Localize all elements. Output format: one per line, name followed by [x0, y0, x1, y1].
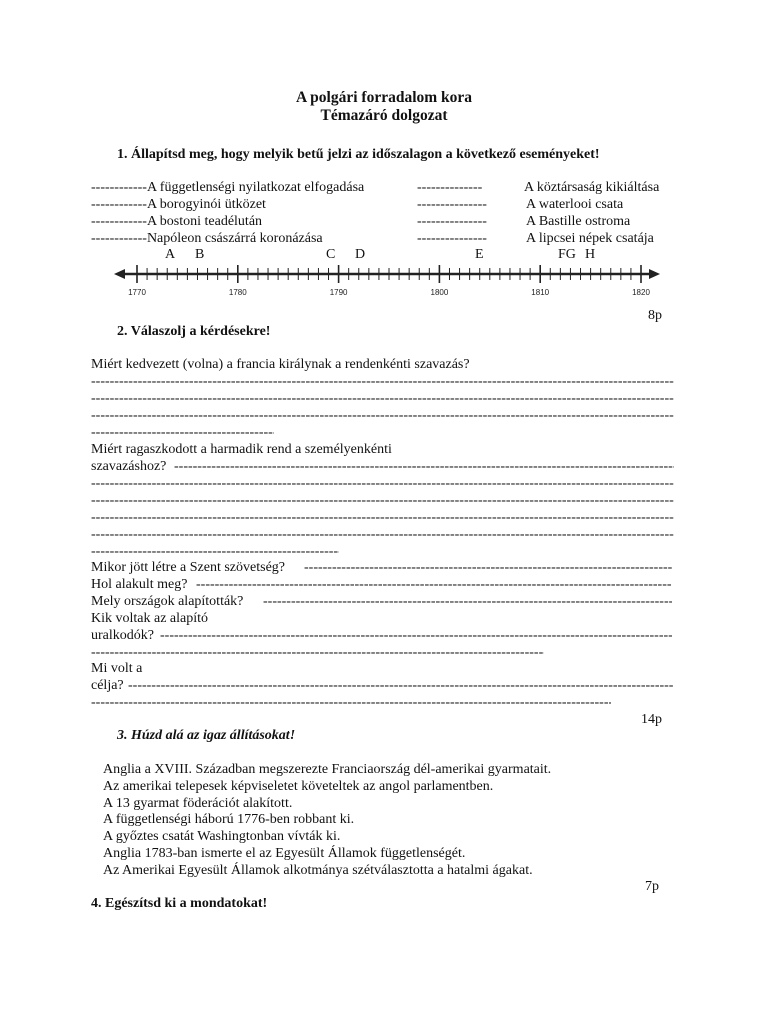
q2-question-4: Hol alakult meg?	[91, 577, 188, 592]
q2-question-2: Miért ragaszkodott a harmadik rend a személyenkénti	[91, 442, 392, 457]
q1-points: 8p	[648, 308, 662, 323]
q1-answer-blank[interactable]: ---------------	[417, 214, 487, 229]
answer-line[interactable]	[91, 644, 544, 661]
q2-question-5: Mely országok alapították?	[91, 594, 244, 609]
timeline-letter-a: A	[165, 247, 176, 262]
q3-statement[interactable]: A győztes csatát Washingtonban vívták ki.	[103, 829, 341, 844]
q1-answer-blank[interactable]: ---------------	[417, 197, 487, 212]
timeline-year-label: 1800	[430, 288, 449, 297]
answer-line[interactable]	[91, 492, 674, 509]
q3-statement[interactable]: A függetlenségi háború 1776-ben robbant ki.	[103, 812, 355, 827]
timeline-year-label: 1790	[329, 288, 348, 297]
timeline-letter-b: B	[195, 247, 205, 262]
answer-line[interactable]	[91, 694, 611, 711]
q3-statement[interactable]: Az Amerikai Egyesült Államok alkotmánya szétválasztotta a hatalmi ágakat.	[103, 863, 533, 878]
answer-line[interactable]	[174, 458, 674, 475]
question-4-heading: 4. Egészítsd ki a mondatokat!	[91, 896, 268, 911]
q2-question-3: Mikor jött létre a Szent szövetség?	[91, 560, 285, 575]
q1-left-item: ------------A bostoni teadélután	[91, 214, 263, 229]
timeline-letter-h: H	[585, 247, 596, 262]
answer-line[interactable]	[263, 593, 672, 610]
timeline-year-label: 1810	[531, 288, 550, 297]
q1-right-item: A lipcsei népek csatája	[526, 231, 654, 246]
answer-line[interactable]	[91, 543, 339, 560]
page-subtitle: Témazáró dolgozat	[320, 107, 448, 124]
q1-left-item: ------------A függetlenségi nyilatkozat elfogadása	[91, 180, 365, 195]
timeline-letter-e: E	[475, 247, 484, 262]
q3-statement[interactable]: Az amerikai telepesek képviseletet követeltek az angol parlamentben.	[103, 779, 494, 794]
q2-question-7: Mi volt a	[91, 661, 143, 676]
answer-line[interactable]	[160, 627, 672, 644]
question-1-heading: 1. Állapítsd meg, hogy melyik betű jelzi az időszalagon a következő eseményeket!	[117, 147, 600, 162]
answer-line[interactable]	[91, 509, 674, 526]
answer-line[interactable]	[91, 475, 674, 492]
q1-answer-blank[interactable]: --------------	[417, 180, 483, 195]
page-title: A polgári forradalom kora	[295, 89, 473, 106]
timeline-year-label: 1820	[632, 288, 650, 297]
timeline-right-arrow	[649, 269, 660, 279]
q2-points: 14p	[641, 712, 662, 727]
q1-right-item: A Bastille ostroma	[526, 214, 631, 229]
answer-line[interactable]	[91, 407, 674, 424]
answer-line[interactable]	[196, 576, 672, 593]
q1-left-item: ------------A borogyinói ütközet	[91, 197, 266, 212]
timeline-left-arrow	[114, 269, 125, 279]
timeline-letter-fg: FG	[558, 247, 576, 262]
question-2-heading: 2. Válaszolj a kérdésekre!	[117, 324, 271, 339]
timeline-year-label: 1780	[228, 288, 247, 297]
q2-question-2-cont: szavazáshoz?	[91, 459, 167, 474]
answer-line[interactable]	[91, 526, 674, 543]
q3-statement[interactable]: Anglia 1783-ban ismerte el az Egyesült Államok függetlenségét.	[103, 846, 466, 861]
q1-right-item: A köztársaság kikiáltása	[524, 180, 660, 195]
q1-answer-blank[interactable]: ---------------	[417, 231, 487, 246]
q3-statement[interactable]: Anglia a XVIII. Században megszerezte Franciaország dél-amerikai gyarmatait.	[103, 762, 552, 777]
answer-line[interactable]	[304, 559, 672, 576]
q3-points: 7p	[645, 879, 659, 894]
q2-question-7-cont: célja?	[91, 678, 124, 693]
answer-line[interactable]	[128, 677, 674, 694]
timeline	[0, 260, 768, 300]
q1-left-item: ------------Napóleon császárrá koronázása	[91, 231, 323, 246]
q2-question-1: Miért kedvezett (volna) a francia királynak a rendenkénti szavazás?	[91, 357, 470, 372]
q2-question-6-cont: uralkodók?	[91, 628, 154, 643]
q3-statement[interactable]: A 13 gyarmat föderációt alakított.	[103, 796, 293, 811]
answer-line[interactable]	[91, 424, 274, 441]
q2-question-6: Kik voltak az alapító	[91, 611, 209, 626]
answer-line[interactable]	[91, 373, 674, 390]
question-3-heading: 3. Húzd alá az igaz állításokat!	[117, 728, 296, 743]
q1-right-item: A waterlooi csata	[526, 197, 624, 212]
timeline-letter-d: D	[355, 247, 366, 262]
timeline-tick-labels	[128, 288, 650, 297]
timeline-letter-c: C	[326, 247, 336, 262]
answer-line[interactable]	[91, 390, 674, 407]
timeline-year-label: 1770	[128, 288, 146, 297]
